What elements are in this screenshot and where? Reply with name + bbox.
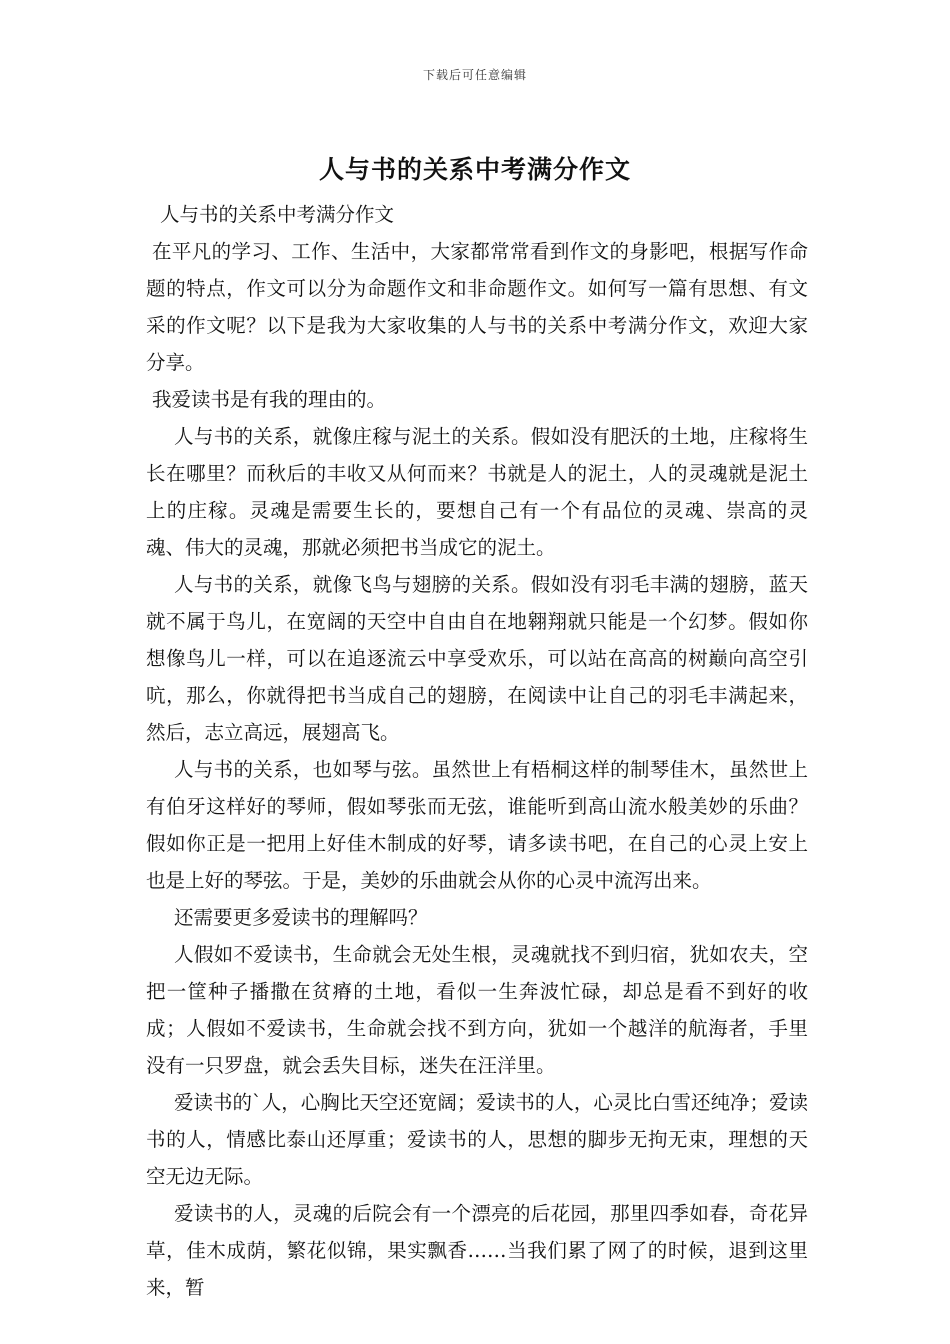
reason-paragraph: 我爱读书是有我的理由的。 (152, 388, 387, 411)
subtitle-paragraph: 人与书的关系中考满分作文 (160, 203, 395, 226)
body-paragraph: 人与书的关系，也如琴与弦。虽然世上有梧桐这样的制琴佳木，虽然世上有伯牙这样好的琴师，假如琴张而无弦，谁能听到高山流水般美妙的乐曲？假如你正是一把用上好佳木制成的好琴，请多读书吧，在自己的心灵上安上也是上好的琴弦。于是，美妙的乐曲就会从你的心灵中流泻出来。 (146, 758, 808, 892)
body-paragraph: 爱读书的`人，心胸比天空还宽阔；爱读书的人，心灵比白雪还纯净；爱读书的人，情感比泰山还厚重；爱读书的人，思想的脚步无拘无束，理想的天空无边无际。 (146, 1091, 808, 1188)
document-body (146, 196, 808, 1306)
body-paragraph: 人与书的关系，就像飞鸟与翅膀的关系。假如没有羽毛丰满的翅膀，蓝天就不属于鸟儿，在宽阔的天空中自由自在地翱翔就只能是一个幻梦。假如你想像鸟儿一样，可以在追逐流云中享受欢乐，可以站在高高的树巅向高空引吭，那么，你就得把书当成自己的翅膀，在阅读中让自己的羽毛丰满起来，然后，志立高远，展翅高飞。 (146, 573, 808, 744)
body-paragraph: 还需要更多爱读书的理解吗？ (174, 906, 428, 929)
body-paragraph: 爱读书的人，灵魂的后院会有一个漂亮的后花园，那里四季如春，奇花异草，佳木成荫，繁花似锦，果实飘香……当我们累了网了的时候，退到这里来，暂 (146, 1202, 808, 1299)
document-title: 人与书的关系中考满分作文 (318, 155, 631, 184)
body-paragraph: 人与书的关系，就像庄稼与泥土的关系。假如没有肥沃的土地，庄稼将生长在哪里？而秋后的丰收又从何而来？书就是人的泥土，人的灵魂就是泥土上的庄稼。灵魂是需要生长的，要想自己有一个有品位的灵魂、崇高的灵魂、伟大的灵魂，那就必须把书当成它的泥土。 (146, 425, 808, 559)
intro-paragraph: 在平凡的学习、工作、生活中，大家都常常看到作文的身影吧，根据写作命题的特点，作文可以分为命题作文和非命题作文。如何写一篇有思想、有文采的作文呢？以下是我为大家收集的人与书的关系中考满分作文，欢迎大家分享。 (146, 240, 808, 374)
body-paragraph: 人假如不爱读书，生命就会无处生根，灵魂就找不到归宿，犹如农夫，空把一筐种子播撒在贫瘠的土地，看似一生奔波忙碌，却总是看不到好的收成；人假如不爱读书，生命就会找不到方向，犹如一个越洋的航海者，手里没有一只罗盘，就会丢失目标，迷失在汪洋里。 (146, 943, 808, 1077)
page-header-note: 下载后可任意编辑 (422, 68, 527, 82)
